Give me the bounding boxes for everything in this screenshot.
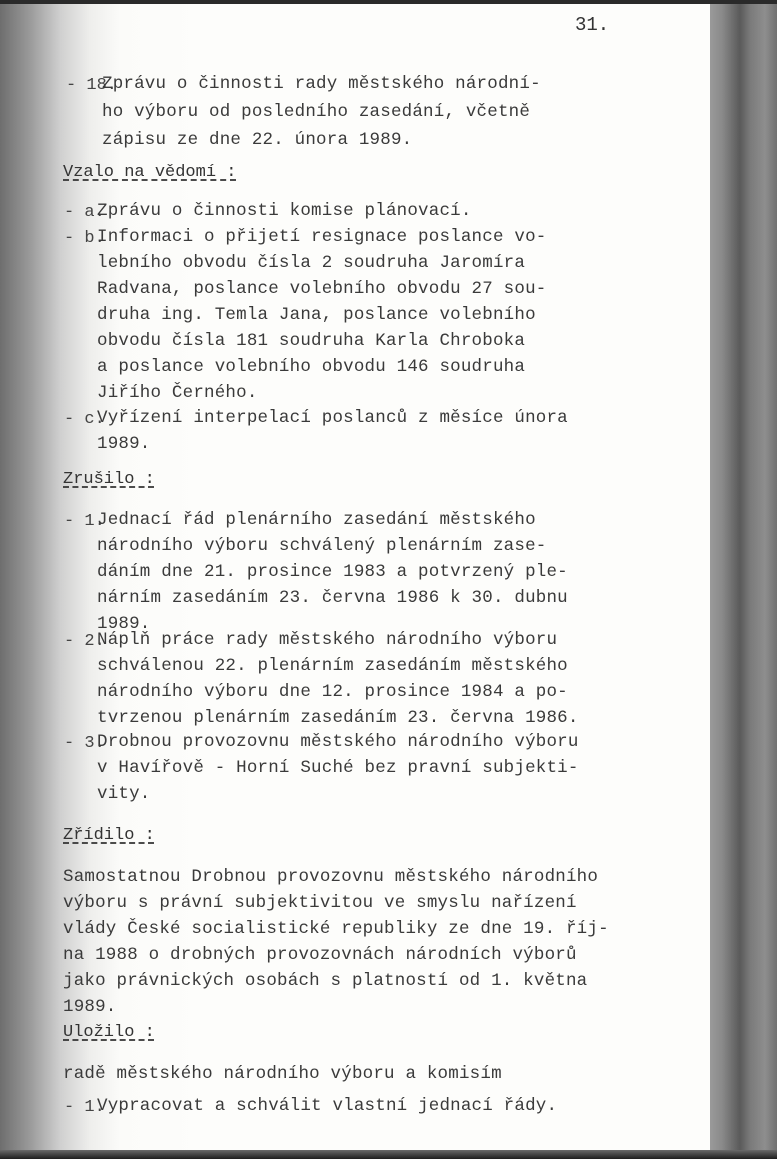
item-c-line: Vyřízení interpelací poslanců z měsíce února: [97, 408, 568, 428]
zridilo-line: vlády České socialistické republiky ze dne 19. říj-: [63, 919, 609, 939]
zridilo-line: na 1988 o drobných provozovnách národních výborů: [63, 945, 577, 965]
ulozilo-item-1-marker: - 1.: [64, 1098, 105, 1117]
zrusilo-item-1-line: nárním zasedáním 23. června 1986 k 30. dubnu: [97, 588, 568, 608]
zrusilo-item-3-line: v Havířově - Horní Suché bez pravní subjekti-: [97, 758, 579, 778]
zrusilo-item-2-marker: - 2.: [64, 632, 105, 651]
section-heading-zridilo: Zřídilo :: [63, 826, 155, 845]
item-b-line: Radvana, poslance volebního obvodu 27 sou-: [97, 279, 547, 299]
zrusilo-item-1-line: 1989.: [97, 614, 151, 634]
zrusilo-item-1-line: Jednací řád plenárního zasedání městského: [97, 510, 536, 530]
zrusilo-item-2-line: schválenou 22. plenárním zasedáním městského: [97, 656, 568, 676]
item-b-line: lebního obvodu čísla 2 soudruha Jaromíra: [97, 253, 526, 273]
zridilo-line: výboru s právní subjektivitou ve smyslu nařízení: [63, 893, 577, 913]
item-b-line: Informaci o přijetí resignace poslance vo-: [97, 227, 547, 247]
item-b-marker: - b.: [64, 229, 105, 248]
section-heading-zrusilo: Zrušilo :: [63, 470, 155, 489]
item-18-line: zápisu ze dne 22. února 1989.: [102, 130, 413, 150]
page-number: 31.: [575, 14, 610, 36]
zrusilo-item-1-marker: - 1.: [64, 512, 105, 531]
zrusilo-item-2-line: národního výboru dne 12. prosince 1984 a po-: [97, 682, 568, 702]
book-binding-edge: [710, 4, 777, 1150]
item-b-line: druha ing. Temla Jana, poslance volebního: [97, 305, 536, 325]
item-c-line: 1989.: [97, 434, 151, 454]
item-b-line: a poslance volebního obvodu 146 soudruha: [97, 357, 526, 377]
zrusilo-item-3-line: vity.: [97, 784, 151, 804]
zrusilo-item-3-line: Drobnou provozovnu městského národního výboru: [97, 732, 579, 752]
item-c-marker: - c.: [64, 410, 105, 429]
zridilo-line: 1989.: [63, 997, 117, 1017]
ulozilo-intro: radě městského národního výboru a komisím: [63, 1064, 502, 1084]
item-18-line: Zprávu o činnosti rady městského národní-: [102, 74, 541, 94]
zrusilo-item-3-marker: - 3.: [64, 734, 105, 753]
zrusilo-item-2-line: Náplň práce rady městského národního výboru: [97, 630, 558, 650]
top-edge: [0, 0, 777, 4]
item-a-line: Zprávu o činnosti komise plánovací.: [97, 201, 472, 221]
item-18-marker: - 18.: [66, 76, 118, 95]
ulozilo-item-1-line: Vypracovat a schválit vlastní jednací řády.: [97, 1096, 558, 1116]
zrusilo-item-2-line: tvrzenou plenárním zasedáním 23. června 1986.: [97, 708, 579, 728]
section-heading-vzalo: Vzalo na vědomí :: [63, 163, 237, 182]
zridilo-line: Samostatnou Drobnou provozovnu městského národního: [63, 867, 599, 887]
bottom-edge: [0, 1150, 777, 1159]
item-b-line: obvodu čísla 181 soudruha Karla Chroboka: [97, 331, 526, 351]
item-18-line: ho výboru od posledního zasedání, včetně: [102, 102, 531, 122]
section-heading-ulozilo: Uložilo :: [63, 1023, 155, 1042]
zrusilo-item-1-line: dáním dne 21. prosince 1983 a potvrzený ple-: [97, 562, 568, 582]
item-b-line: Jiřího Černého.: [97, 383, 258, 403]
zridilo-line: jako právnických osobách s platností od 1. května: [63, 971, 588, 991]
item-a-marker: - a.: [64, 203, 105, 222]
zrusilo-item-1-line: národního výboru schválený plenárním zase-: [97, 536, 547, 556]
